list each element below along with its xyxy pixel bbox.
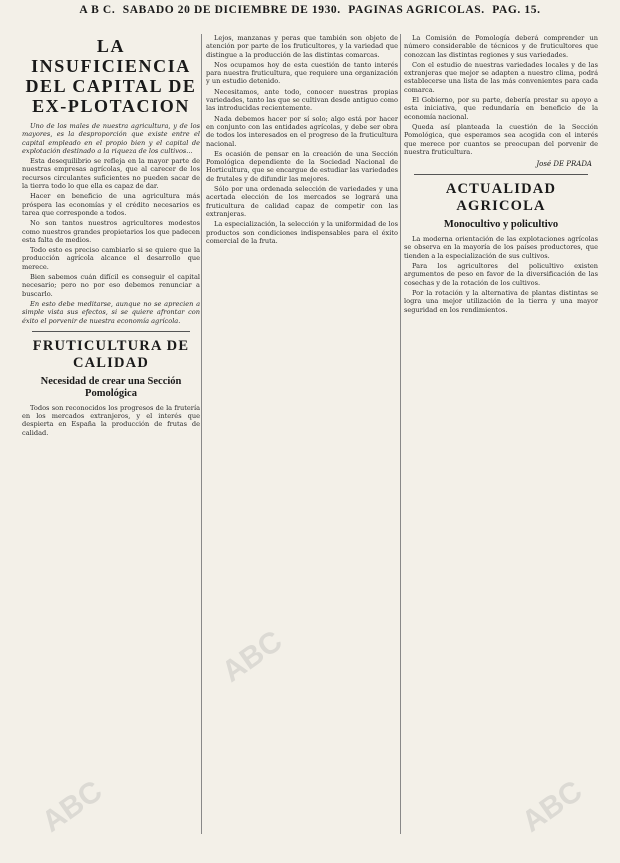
paragraph: Por la rotación y la alternativa de plantas distintas se logra una mejor utilización de la tierra y una mayor seguridad en los rendimientos. <box>404 288 598 314</box>
divider <box>414 174 588 175</box>
column-rule <box>201 34 202 834</box>
fruticultura-subheadline: Necesidad de crear una Sección Pomológica <box>40 375 182 399</box>
paragraph: Todo esto es preciso cambiarlo si se quiere que la producción agrícola alcance el desarrollo que merece. <box>22 246 200 271</box>
divider <box>32 331 190 332</box>
paragraph: La moderna orientación de las explotaciones agrícolas se observa en la mayoría de los países productores, que tienden a la especialización de sus cultivos. <box>404 235 598 260</box>
column-left <box>22 34 200 439</box>
column-right <box>404 34 598 316</box>
paragraph: Todos son reconocidos los progresos de la frutería en los mercados extranjeros, y el interés que despierta en España la producción de frutas de calidad. <box>22 403 200 437</box>
paragraph: No son tantos nuestros agricultores modestos como nuestros grandes propietarios los que padecen esta falta de medios. <box>22 219 200 244</box>
paragraph: Lejos, manzanas y peras que también son objeto de atención por parte de los fruticultores, y la variedad que distingue a la producción de las distintas comarcas. <box>206 34 398 59</box>
paragraph: Para los agricultores del policultivo existen argumentos de peso en favor de la diversificación de las cosechas y de la rotación de los cultivos. <box>404 262 598 287</box>
publication-name: A B C. <box>79 4 116 16</box>
paragraph: Nos ocupamos hoy de esta cuestión de tanto interés para nuestra fruticultura, que requiere una organización y un estudio detenido. <box>206 60 398 86</box>
paragraph: Nada debemos hacer por sí solo; algo está por hacer en conjunto con las entidades agrícolas, y debe ser obra de todos los interesados en el progreso de la fruticultura nacional. <box>206 114 398 148</box>
paragraph: La Comisión de Pomología deberá comprender un número considerable de técnicos y de fruticultores que conozcan las distintas regiones y sus variedades. <box>404 34 598 59</box>
insuficiencia-closing: En esto debe meditarse, aunque no se aprecien a simple vista sus efectos, si se quiere afrontar con éxito el porvenir de nuestra economía agrícola. <box>22 299 200 325</box>
paragraph: Bien sabemos cuán difícil es conseguir el capital necesario; pero no por eso debemos renunciar a buscarlo. <box>22 273 200 298</box>
author-signature: José DE PRADA <box>536 160 592 169</box>
column-middle <box>206 34 398 247</box>
paragraph: El Gobierno, por su parte, debería prestar su apoyo a esta iniciativa, que redundaría en beneficio de la economía nacional. <box>404 96 598 121</box>
fruticultura-headline: FRUTICULTURA DE CALIDAD <box>32 337 190 371</box>
page-header <box>0 4 620 26</box>
page-number: PAG. 15. <box>492 4 541 16</box>
paragraph: Es ocasión de pensar en la creación de una Sección Pomológica dependiente de la Sociedad Nacional de Horticultura, que se encargue de estudiar las variedades de frutales y de difundir las mejores. <box>206 149 398 183</box>
issue-date: SABADO 20 DE DICIEMBRE DE 1930. <box>122 4 341 16</box>
watermark: ABC <box>216 624 289 689</box>
paragraph: Esta desequilibrio se refleja en la mayor parte de nuestras empresas agrícolas, que al carecer de los recursos circulantes suficientes no pueden sacar de la tierra todo lo que ella es capaz de dar. <box>22 157 200 191</box>
actualidad-headline: ACTUALIDAD AGRICOLA <box>445 181 557 215</box>
actualidad-subheadline: Monocultivo y policultivo <box>443 219 559 231</box>
section-name: PAGINAS AGRICOLAS. <box>348 4 485 16</box>
insuficiencia-intro: Uno de los males de nuestra agricultura, y de los mayores, es la desproporción que existe entre el capital empleado en el propio bien y el capital de explotación destinado a la riqueza de los cultivos... <box>22 122 200 155</box>
paragraph: Hacer en beneficio de una agricultura más próspera las economías y el crédito necesarios es tarea que corresponde a todos. <box>22 192 200 217</box>
watermark: ABC <box>36 774 109 839</box>
insuficiencia-headline: LA INSUFICIENCIA DEL CAPITAL DE EX-PLOTACION <box>25 36 197 116</box>
paragraph: La especialización, la selección y la uniformidad de los productos son condiciones indispensables para el éxito comercial de la fruta. <box>206 220 398 245</box>
watermark: ABC <box>516 774 589 839</box>
paragraph: Queda así planteada la cuestión de la Sección Pomológica, que esperamos sea acogida con el interés que merece por cuantos se preocupan del porvenir de nuestra fruticultura. <box>404 122 598 156</box>
column-rule <box>400 34 401 834</box>
paragraph: Necesitamos, ante todo, conocer nuestras propias variedades, tanto las que se cultivan desde antiguo como las introducidas recientemente. <box>206 87 398 113</box>
paragraph: Sólo por una ordenada selección de variedades y una acertada elección de los mercados se logrará una fruticultura de calidad capaz de competir con las extranjeras. <box>206 185 398 218</box>
paragraph: Con el estudio de nuestras variedades locales y de las extranjeras que mejor se adapten a nuestro clima, podrá establecerse una lista de las más convenientes para cada comarca. <box>404 60 598 94</box>
